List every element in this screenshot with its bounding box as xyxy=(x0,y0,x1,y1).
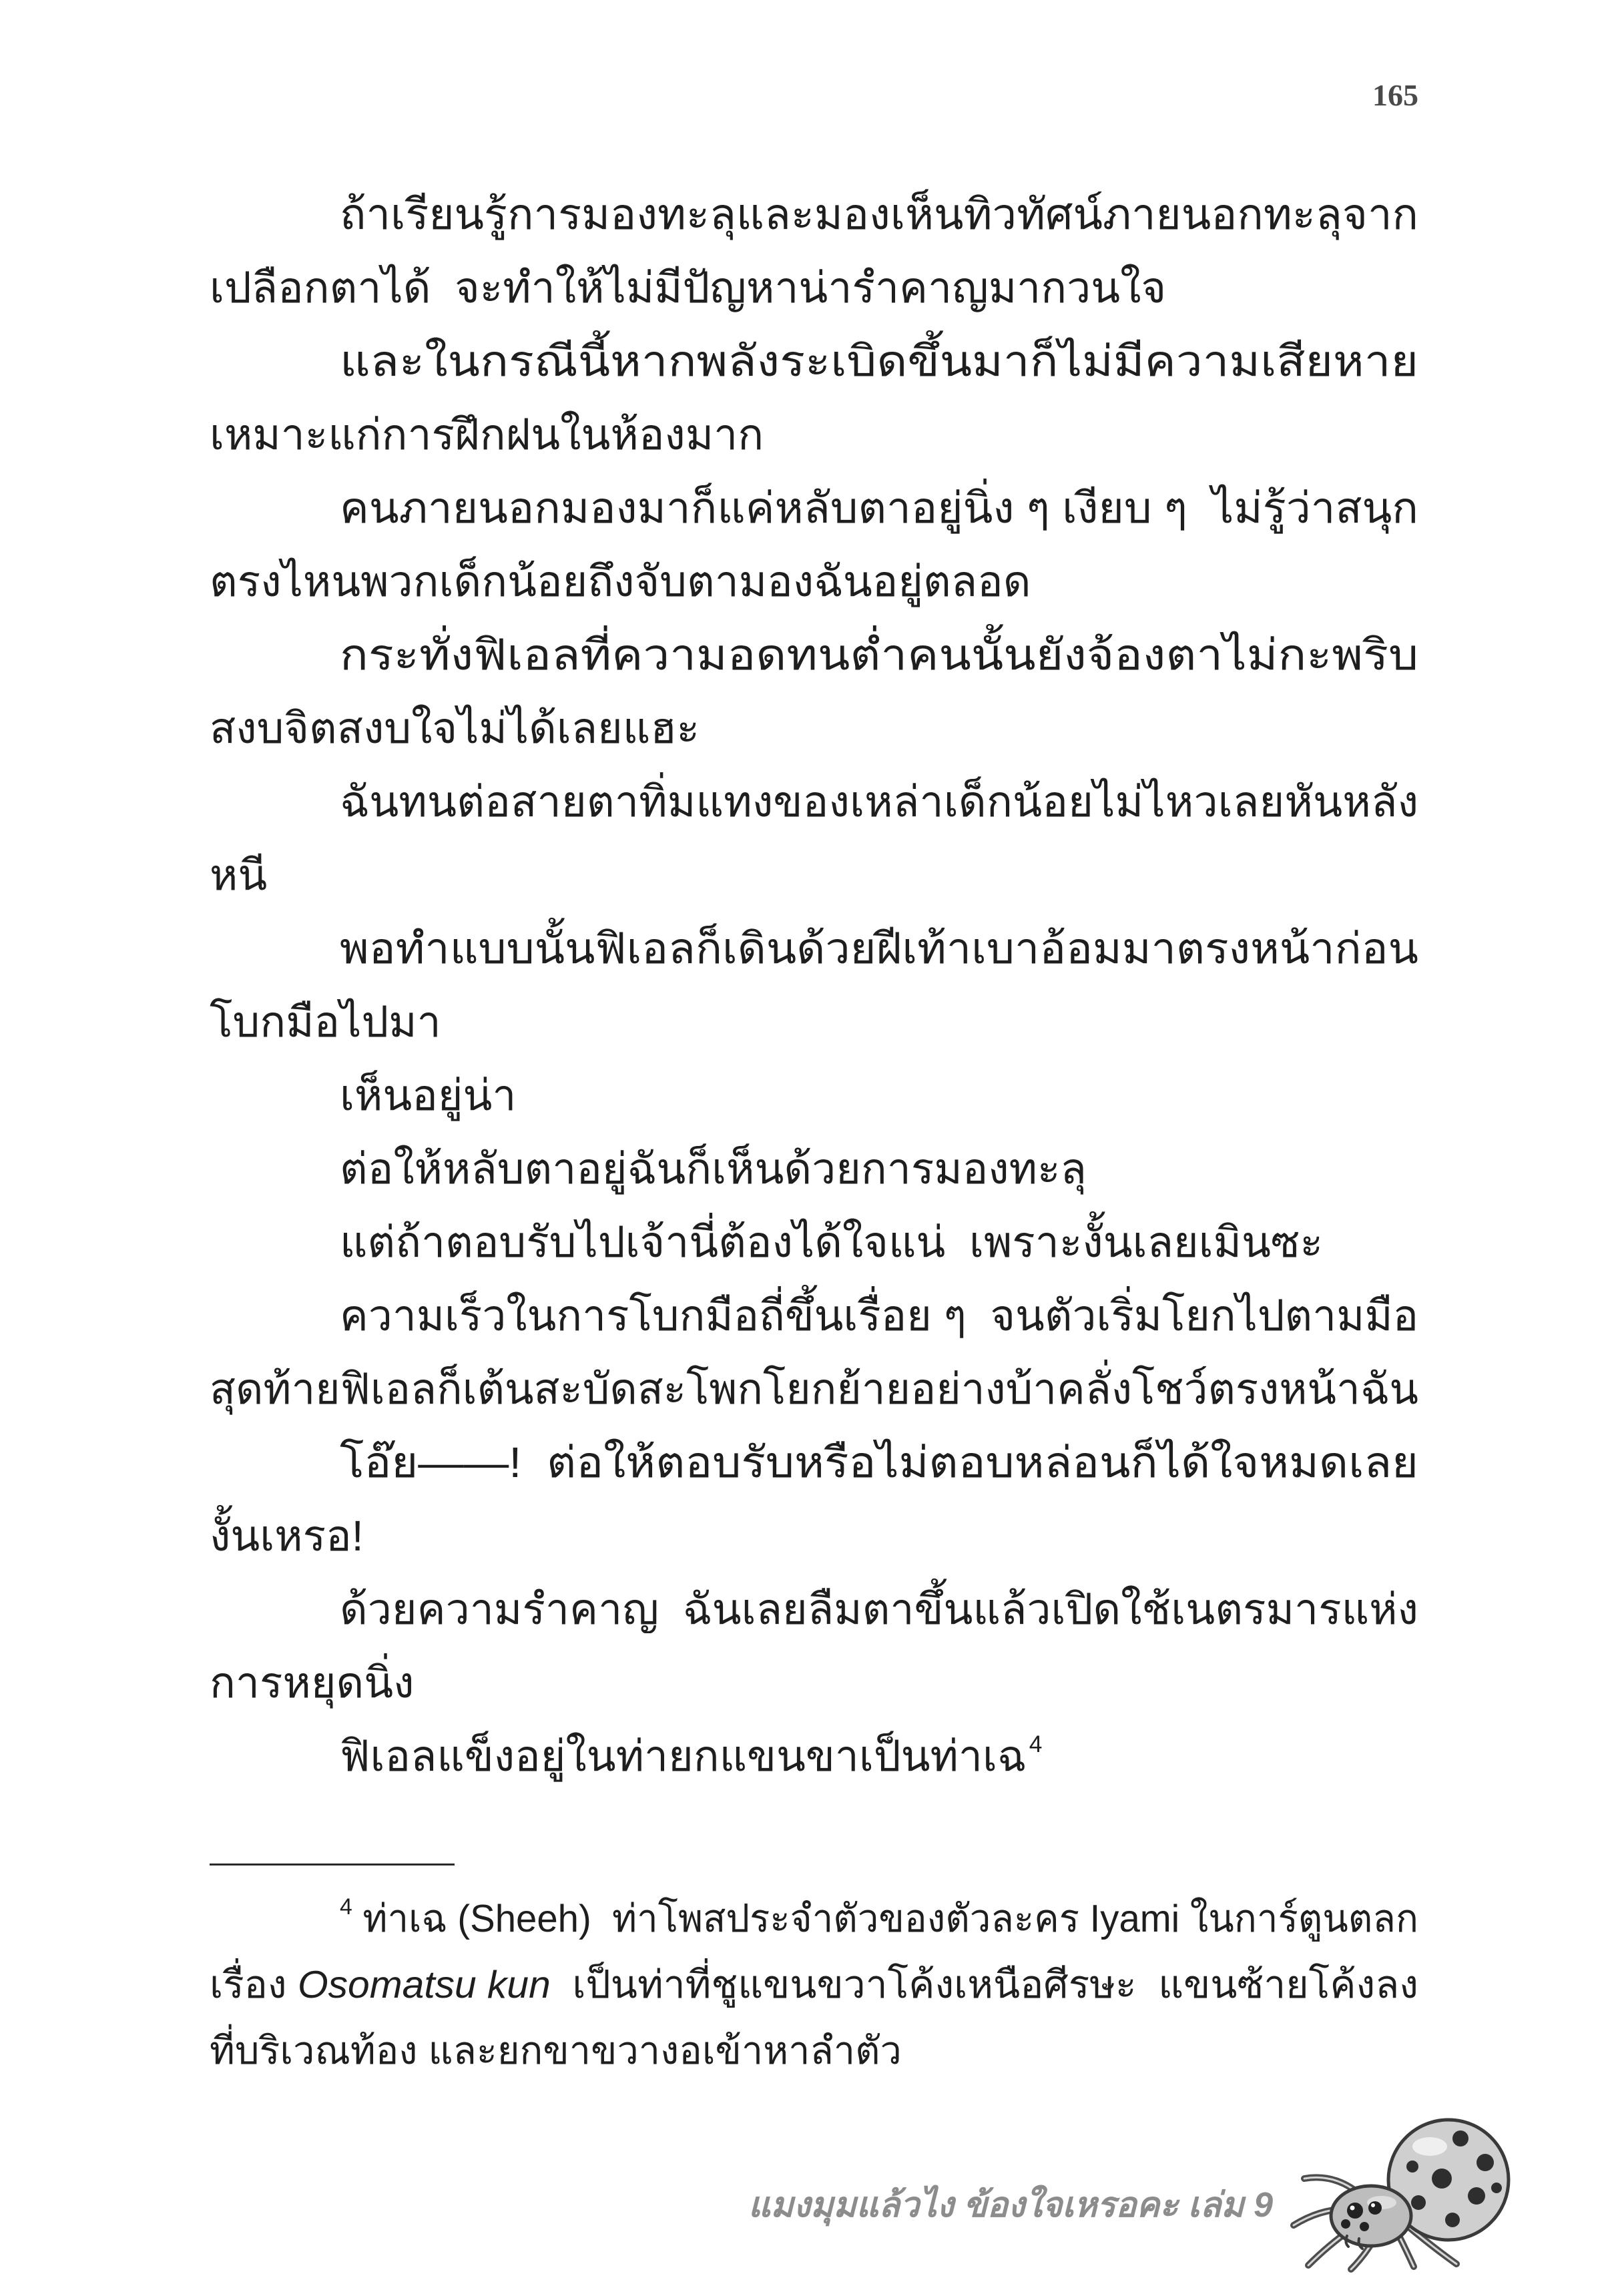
spider-eye xyxy=(1360,2222,1369,2231)
body-line-text: ความเร็วในการโบกมือถี่ขึ้นเรื่อย ๆ จนตัวเริ่มโยกไปตามมือ xyxy=(340,1292,1418,1340)
body-line xyxy=(210,912,1418,985)
body-line-text: ตรงไหนพวกเด็กน้อยถึงจับตามองฉันอยู่ตลอด xyxy=(210,557,1031,605)
spider-mascot-illustration xyxy=(1282,2109,1515,2273)
spider-eye xyxy=(1341,2219,1350,2229)
body-line-text: โอ๊ย——! ต่อให้ตอบรับหรือไม่ตอบหล่อนก็ได้ใจหมดเลย xyxy=(340,1438,1418,1486)
body-line xyxy=(210,618,1418,691)
paragraph xyxy=(210,1426,1418,1572)
body-line-text: พอทำแบบนั้นฟิเอลก็เดินด้วยฝีเท้าเบาอ้อมมาตรงหน้าก่อน xyxy=(340,924,1418,972)
footnote-text: เป็นท่าที่ชูแขนขวาโค้งเหนือศีรษะ แขนซ้ายโค้งลง xyxy=(550,1964,1418,2006)
footnote-line-text xyxy=(340,1886,1418,1952)
body-line-text: สุดท้ายฟิเอลก็เต้นสะบัดสะโพกโยกย้ายอย่างบ้าคลั่งโชว์ตรงหน้าฉัน xyxy=(210,1365,1418,1413)
body-line-text: การหยุดนิ่ง xyxy=(210,1659,415,1707)
body-line-text: แต่ถ้าตอบรับไปเจ้านี่ต้องได้ใจแน่ เพราะงั้นเลยเมินซะ xyxy=(340,1218,1324,1266)
body-line xyxy=(210,1426,1418,1499)
running-footer-book-title: แมงมุมแล้วไง ข้องใจเหรอคะ เล่ม 9 xyxy=(748,2186,1273,2225)
body-text xyxy=(210,178,1418,1793)
footnote xyxy=(210,1886,1418,2084)
body-line xyxy=(210,251,1418,324)
body-line-text: ฉันทนต่อสายตาทิ่มแทงของเหล่าเด็กน้อยไม่ไหวเลยหันหลัง xyxy=(340,778,1418,826)
body-line xyxy=(210,471,1418,545)
paragraph xyxy=(210,1205,1418,1279)
body-line xyxy=(210,1572,1418,1646)
paragraph xyxy=(210,1279,1418,1426)
body-line xyxy=(210,1646,1418,1719)
body-line xyxy=(210,178,1418,251)
body-line-text: ต่อให้หลับตาอยู่ฉันก็เห็นด้วยการมองทะลุ xyxy=(340,1145,1087,1193)
body-line-text: เปลือกตาได้ จะทำให้ไม่มีปัญหาน่ารำคาญมากวนใจ xyxy=(210,264,1167,312)
body-line-text: งั้นเหรอ! xyxy=(210,1512,364,1560)
body-line-text: ด้วยความรำคาญ ฉันเลยลืมตาขึ้นแล้วเปิดใช้เนตรมารแห่ง xyxy=(340,1585,1418,1633)
body-line xyxy=(210,985,1418,1059)
paragraph xyxy=(210,1132,1418,1205)
paragraph xyxy=(210,618,1418,765)
body-line-text: โบกมือไปมา xyxy=(210,998,441,1046)
page-number: 165 xyxy=(1372,78,1418,112)
body-line-text: เหมาะแก่การฝึกฝนในห้องมาก xyxy=(210,410,764,459)
paragraph xyxy=(210,471,1418,618)
body-line-segment: ฟิเอลแข็งอยู่ในท่ายกแขนขาเป็นท่าเฉ xyxy=(340,1732,1027,1780)
paragraph xyxy=(210,765,1418,912)
paragraph xyxy=(210,178,1418,324)
body-line xyxy=(210,1499,1418,1572)
body-line-text: เห็นอยู่น่า xyxy=(340,1071,517,1119)
footnote-work-title: Osomatsu kun xyxy=(297,1964,551,2006)
body-line xyxy=(210,1719,1418,1793)
footnote-marker: 4 xyxy=(340,1894,352,1920)
body-line-text: คนภายนอกมองมาก็แค่หลับตาอยู่นิ่ง ๆ เงียบ ๆ ไม่รู้ว่าสนุก xyxy=(340,484,1418,532)
body-line-text: ถ้าเรียนรู้การมองทะลุและมองเห็นทิวทัศน์ภายนอกทะลุจาก xyxy=(340,190,1418,238)
body-line xyxy=(210,1132,1418,1205)
body-line xyxy=(210,1059,1418,1132)
footnote-line xyxy=(210,1952,1418,2018)
body-line xyxy=(210,1205,1418,1279)
body-line xyxy=(210,691,1418,765)
spider-eye xyxy=(1347,2203,1363,2219)
body-line-text: หนี xyxy=(210,851,268,899)
footnote-line xyxy=(210,1886,1418,1952)
body-line xyxy=(210,545,1418,618)
paragraph xyxy=(210,1572,1418,1719)
body-line xyxy=(210,398,1418,471)
spider-eye xyxy=(1368,2201,1382,2215)
body-line xyxy=(210,838,1418,912)
spider-head xyxy=(1331,2186,1411,2249)
body-line-text: สงบจิตสงบใจไม่ได้เลยแฮะ xyxy=(210,704,700,752)
body-line-text: กระทั่งฟิเอลที่ความอดทนต่ำคนนั้นยังจ้องตาไม่กะพริบ xyxy=(340,631,1418,679)
body-line xyxy=(210,765,1418,838)
paragraph xyxy=(210,324,1418,471)
footnote-line xyxy=(210,2018,1418,2084)
footnote-line-text: ที่บริเวณท้อง และยกขาขวางอเข้าหาลำตัว xyxy=(210,2030,902,2072)
footnote-separator xyxy=(210,1863,455,1866)
paragraph xyxy=(210,1719,1418,1793)
paragraph xyxy=(210,1059,1418,1132)
body-line xyxy=(210,1279,1418,1352)
body-line-text xyxy=(340,1719,1042,1793)
body-line xyxy=(210,324,1418,398)
body-line-text: และในกรณีนี้หากพลังระเบิดขึ้นมาก็ไม่มีความเสียหาย xyxy=(340,337,1418,385)
paragraph xyxy=(210,912,1418,1059)
footnote-text: เรื่อง xyxy=(210,1964,298,2006)
footnote-text: ท่าเฉ (Sheeh) ท่าโพสประจำตัวของตัวละคร Iyami ในการ์ตูนตลก xyxy=(362,1898,1418,1940)
footnote-line-text xyxy=(210,1952,1418,2018)
body-line xyxy=(210,1352,1418,1426)
footnote-ref: 4 xyxy=(1029,1731,1043,1757)
